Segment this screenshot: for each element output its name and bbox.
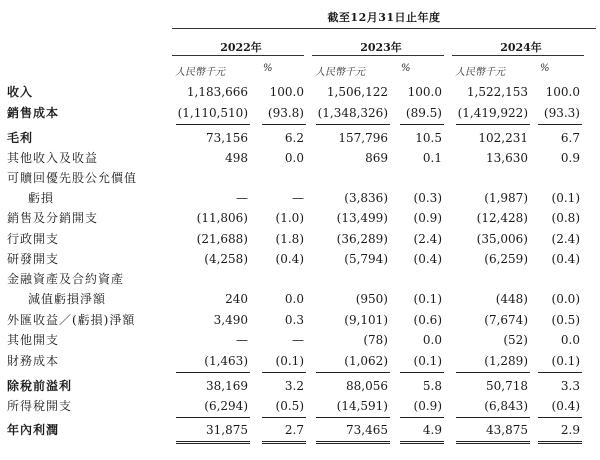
cell-2022-amount: 31,875 [206, 423, 248, 437]
subtotal-rule [176, 124, 250, 125]
cell-2024-amount: (12,428) [476, 211, 528, 225]
row-label: 虧損 [28, 188, 168, 208]
row-label: 其他收入及收益 [7, 148, 167, 168]
cell-2022-amount: 3,490 [213, 313, 248, 327]
subtotal-rule [456, 124, 530, 125]
cell-2022-amount: (4,258) [204, 252, 248, 266]
cell-2023-amount: (13,499) [336, 211, 388, 225]
row-label: 財務成本 [7, 351, 167, 371]
cell-2024-amount: 102,231 [478, 131, 528, 145]
subtotal-rule [262, 372, 306, 373]
table-row-fx-net [0, 310, 600, 330]
cell-2022-percent: — [292, 333, 304, 347]
unit-header-percent-2022: % [263, 63, 273, 74]
cell-2022-percent: (1.0) [275, 211, 304, 225]
unit-header-percent-2023: % [401, 63, 411, 74]
cell-2024-percent: (0.1) [551, 354, 580, 368]
total-double-rule [262, 441, 306, 444]
cell-2023-percent: (0.6) [413, 313, 442, 327]
cell-2024-percent: 6.7 [560, 131, 580, 145]
cell-2022-percent: (0.4) [275, 252, 304, 266]
cell-2022-percent: 3.2 [284, 379, 304, 393]
cell-2023-amount: (14,591) [336, 399, 388, 413]
year-header-rule-2024 [452, 55, 584, 56]
subtotal-rule [400, 372, 444, 373]
cell-2022-amount: 73,156 [206, 131, 248, 145]
row-label: 可贖回優先股公允價值 [7, 171, 138, 185]
cell-2023-amount: (1,348,326) [317, 106, 388, 120]
cell-2024-amount: (1,289) [484, 354, 528, 368]
cell-2022-amount: — [236, 191, 248, 205]
cell-2022-amount: 38,169 [206, 379, 248, 393]
cell-2023-amount: 157,796 [338, 131, 388, 145]
cell-2023-percent: 4.9 [422, 423, 442, 437]
period-header: 截至12月31日止年度 [327, 11, 441, 24]
cell-2023-amount: (78) [363, 333, 388, 347]
row-label: 研發開支 [7, 249, 167, 269]
cell-2024-amount: (1,987) [484, 191, 528, 205]
cell-2024-percent: (0.8) [551, 211, 580, 225]
cell-2023-amount: 1,506,122 [326, 85, 388, 99]
total-double-rule [400, 441, 444, 444]
cell-2024-percent: (0.1) [551, 191, 580, 205]
cell-2024-percent: 0.0 [560, 333, 580, 347]
subtotal-rule [538, 372, 582, 373]
row-label: 除稅前溢利 [7, 376, 167, 396]
cell-2023-percent: 100.0 [407, 85, 442, 99]
cell-2024-amount: (1,419,922) [457, 106, 528, 120]
subtotal-rule [538, 124, 582, 125]
total-double-rule [538, 441, 582, 444]
year-header-2023: 2023年 [360, 41, 402, 54]
table-row-other-expenses [0, 330, 600, 350]
cell-2023-percent: 0.0 [422, 333, 442, 347]
table-row-impairment-net [0, 289, 600, 309]
subtotal-rule [176, 372, 250, 373]
cell-2023-amount: 73,465 [346, 423, 388, 437]
unit-header-amount-2024: 人民幣千元 [455, 67, 505, 78]
subtotal-rule [316, 417, 390, 418]
cell-2023-percent: 0.1 [422, 151, 442, 165]
cell-2022-amount: (1,463) [204, 354, 248, 368]
unit-header-amount-2022: 人民幣千元 [175, 67, 225, 78]
cell-2024-percent: (0.0) [551, 292, 580, 306]
cell-2023-percent: (89.5) [405, 106, 442, 120]
row-label: 毛利 [7, 128, 167, 148]
cell-2023-percent: (0.1) [413, 292, 442, 306]
unit-header-amount-2023: 人民幣千元 [315, 67, 365, 78]
cell-2022-percent: 6.2 [284, 131, 304, 145]
cell-2023-percent: (0.1) [413, 354, 442, 368]
row-label: 銷售及分銷開支 [7, 208, 167, 228]
cell-2023-amount: (9,101) [344, 313, 388, 327]
table-row-admin-expenses [0, 229, 600, 249]
cell-2023-percent: (0.9) [413, 399, 442, 413]
cell-2022-amount: (11,806) [196, 211, 248, 225]
table-row-redeemable-preferred-loss [0, 188, 600, 208]
cell-2024-percent: (0.4) [551, 399, 580, 413]
table-row-profit-for-year [0, 420, 600, 440]
cell-2024-amount: 43,875 [486, 423, 528, 437]
cell-2022-amount: 1,183,666 [186, 85, 248, 99]
cell-2022-amount: (1,110,510) [177, 106, 248, 120]
subtotal-rule [262, 417, 306, 418]
cell-2024-amount: (6,259) [484, 252, 528, 266]
table-row-income-tax [0, 396, 600, 416]
cell-2024-amount: (7,674) [484, 313, 528, 327]
row-label: 銷售成本 [7, 103, 167, 123]
subtotal-rule [538, 417, 582, 418]
cell-2023-amount: (3,836) [344, 191, 388, 205]
cell-2024-amount: (35,006) [476, 232, 528, 246]
row-label: 行政開支 [7, 229, 167, 249]
total-double-rule [176, 441, 250, 444]
cell-2024-amount: 13,630 [486, 151, 528, 165]
cell-2022-percent: (1.8) [275, 232, 304, 246]
cell-2024-amount: (448) [495, 292, 528, 306]
subtotal-rule [456, 372, 530, 373]
cell-2024-percent: (2.4) [551, 232, 580, 246]
table-row-gross-profit [0, 128, 600, 148]
row-label: 外匯收益／(虧損)淨額 [7, 310, 167, 330]
table-row-profit-before-tax [0, 376, 600, 396]
total-double-rule [456, 441, 530, 444]
cell-2022-amount: 498 [225, 151, 248, 165]
total-double-rule [316, 441, 390, 444]
table-row-financial-assets-heading [0, 269, 600, 289]
cell-2022-percent: 100.0 [269, 85, 304, 99]
cell-2022-percent: — [292, 191, 304, 205]
table-row-other-income [0, 148, 600, 168]
cell-2022-percent: 0.0 [284, 292, 304, 306]
subtotal-rule [176, 417, 250, 418]
cell-2023-percent: (0.9) [413, 211, 442, 225]
subtotal-rule [400, 417, 444, 418]
cell-2023-percent: 5.8 [422, 379, 442, 393]
cell-2023-amount: (5,794) [344, 252, 388, 266]
cell-2024-amount: (6,843) [484, 399, 528, 413]
cell-2022-amount: — [236, 333, 248, 347]
row-label: 金融資產及合約資產 [7, 272, 125, 286]
cell-2023-amount: (36,289) [336, 232, 388, 246]
row-label: 收入 [7, 82, 167, 102]
cell-2023-percent: (2.4) [413, 232, 442, 246]
cell-2022-percent: 0.3 [284, 313, 304, 327]
subtotal-rule [316, 124, 390, 125]
year-header-rule-2023 [312, 55, 444, 56]
table-row-redeemable-preferred-heading [0, 168, 600, 188]
cell-2022-percent: 2.7 [284, 423, 304, 437]
cell-2024-percent: 2.9 [560, 423, 580, 437]
subtotal-rule [456, 417, 530, 418]
cell-2024-amount: 1,522,153 [466, 85, 528, 99]
table-row-selling-expenses [0, 208, 600, 228]
row-label: 其他開支 [7, 330, 167, 350]
row-label: 減值虧損淨額 [28, 289, 168, 309]
table-row-finance-costs [0, 351, 600, 371]
cell-2022-percent: (93.8) [267, 106, 304, 120]
subtotal-rule [262, 124, 306, 125]
cell-2023-percent: (0.3) [413, 191, 442, 205]
table-row-cost-of-sales [0, 103, 600, 123]
unit-header-percent-2024: % [540, 63, 550, 74]
period-header-rule [172, 28, 596, 29]
year-header-rule-2022 [172, 55, 304, 56]
cell-2023-amount: 88,056 [346, 379, 388, 393]
row-label: 所得稅開支 [7, 396, 167, 416]
subtotal-rule [316, 372, 390, 373]
cell-2022-percent: (0.5) [275, 399, 304, 413]
cell-2023-percent: 10.5 [415, 131, 442, 145]
cell-2024-percent: (0.4) [551, 252, 580, 266]
cell-2024-amount: 50,718 [486, 379, 528, 393]
cell-2023-amount: 869 [365, 151, 388, 165]
cell-2023-amount: (950) [355, 292, 388, 306]
cell-2023-amount: (1,062) [344, 354, 388, 368]
cell-2024-percent: 100.0 [545, 85, 580, 99]
table-row-revenue [0, 82, 600, 102]
cell-2022-amount: (6,294) [204, 399, 248, 413]
cell-2024-percent: (0.5) [551, 313, 580, 327]
row-label: 年內利潤 [7, 420, 167, 440]
cell-2022-amount: (21,688) [196, 232, 248, 246]
subtotal-rule [400, 124, 444, 125]
cell-2022-amount: 240 [225, 292, 248, 306]
cell-2022-percent: (0.1) [275, 354, 304, 368]
year-header-2024: 2024年 [500, 41, 542, 54]
cell-2024-percent: 3.3 [560, 379, 580, 393]
cell-2024-percent: 0.9 [560, 151, 580, 165]
cell-2024-amount: (52) [503, 333, 528, 347]
cell-2024-percent: (93.3) [543, 106, 580, 120]
cell-2023-percent: (0.4) [413, 252, 442, 266]
year-header-2022: 2022年 [220, 41, 262, 54]
table-row-rnd-expenses [0, 249, 600, 269]
cell-2022-percent: 0.0 [284, 151, 304, 165]
